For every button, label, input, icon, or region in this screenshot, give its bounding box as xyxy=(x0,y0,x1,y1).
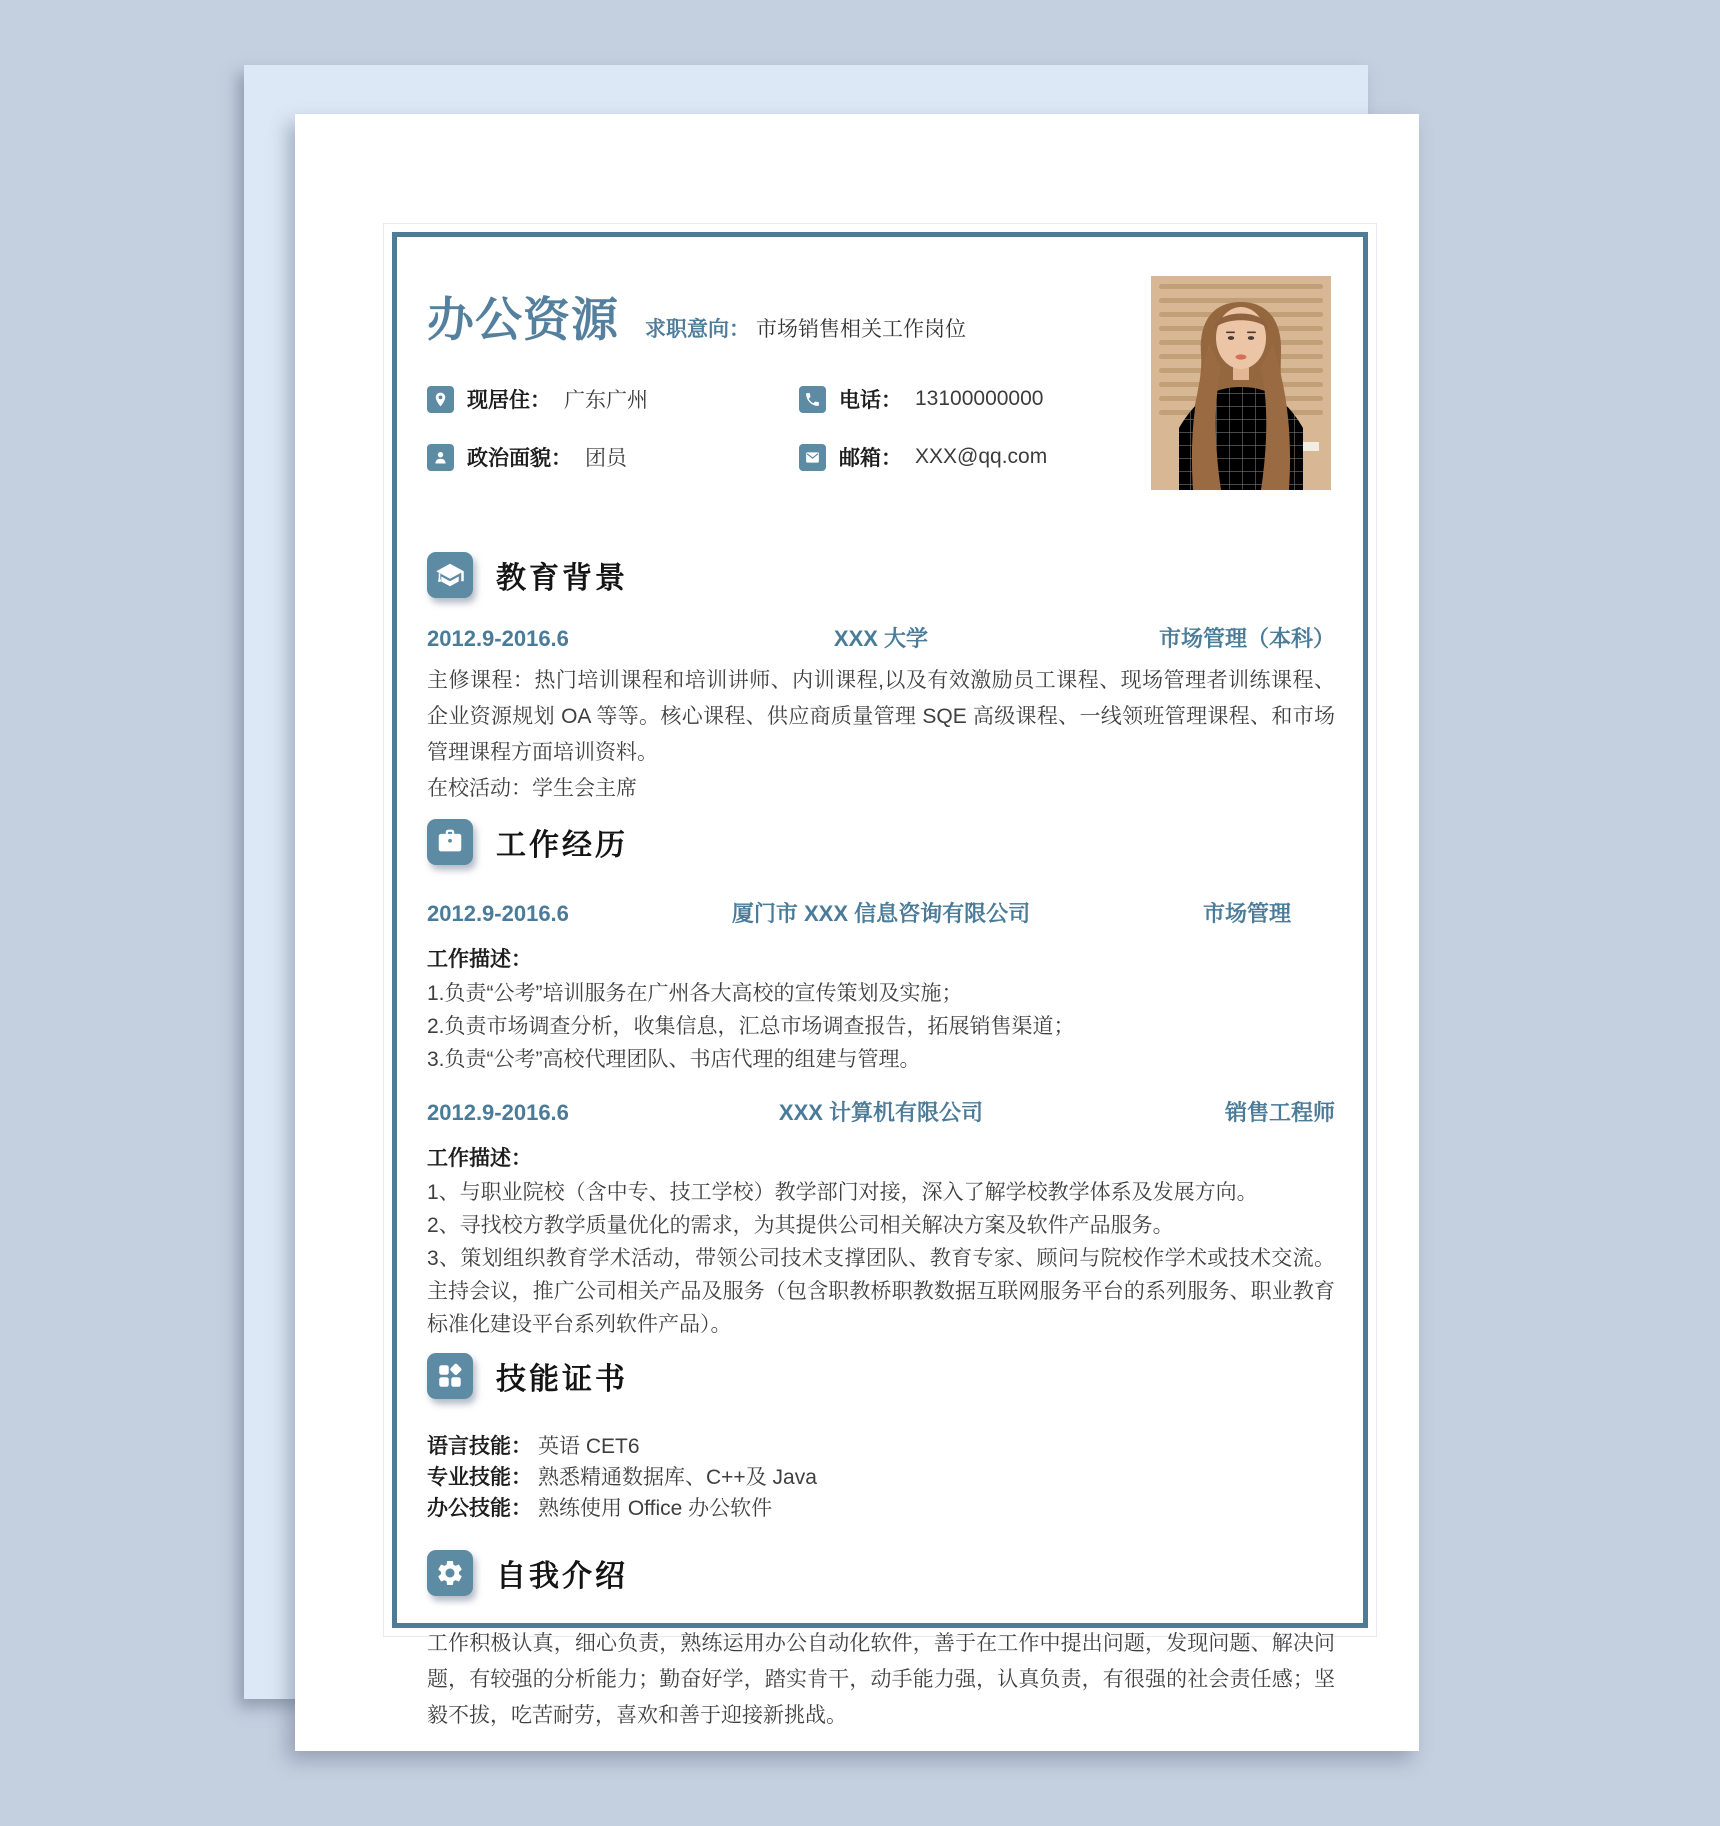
candidate-name: 办公资源 xyxy=(427,293,619,346)
work-desc-label: 工作描述： xyxy=(427,948,532,971)
section-title: 自我介绍 xyxy=(496,1560,628,1593)
work-desc-list xyxy=(427,1176,1335,1341)
work-desc-label: 工作描述： xyxy=(427,1147,532,1170)
education-major: 市场管理（本科） xyxy=(1158,626,1335,651)
education-activity: 在校活动：学生会主席 xyxy=(427,777,637,800)
skill-value: 英语 CET6 xyxy=(538,1435,640,1458)
work-desc-item: 3.负责“公考”高校代理团队、书店代理的组建与管理。 xyxy=(427,1048,921,1071)
location-pin-icon xyxy=(427,386,454,413)
gear-icon xyxy=(427,1550,473,1596)
job-objective xyxy=(645,313,966,343)
section-title: 技能证书 xyxy=(496,1363,628,1396)
skills-header xyxy=(427,1353,1335,1399)
contact-political-status xyxy=(427,442,799,472)
skill-value: 熟练使用 Office 办公软件 xyxy=(538,1497,773,1520)
graduation-cap-icon xyxy=(427,552,473,598)
education-entry xyxy=(427,622,1335,653)
contact-value: 广东广州 xyxy=(564,389,648,412)
work-entry xyxy=(427,897,1335,1076)
skill-label: 专业技能： xyxy=(427,1466,532,1489)
section-work xyxy=(427,819,1335,1341)
section-title: 工作经历 xyxy=(496,829,628,862)
briefcase-icon xyxy=(427,819,473,865)
skill-label: 语言技能： xyxy=(427,1435,532,1458)
education-courses: 主修课程：热门培训课程和培训讲师、内训课程,以及有效激励员工课程、现场管理者训练课程、企业资源规划 OA 等等。核心课程、供应商质量管理 SQE 高级课程、一线领班管理课程、和市场管理课程方面培训资料。 xyxy=(427,669,1335,764)
work-role: 销售工程师 xyxy=(1224,1100,1335,1125)
work-company: XXX 计算机有限公司 xyxy=(778,1100,984,1125)
work-company: 厦门市 XXX 信息咨询有限公司 xyxy=(731,901,1031,926)
contact-label: 电话： xyxy=(839,389,902,412)
section-intro xyxy=(427,1550,1335,1734)
intro-header xyxy=(427,1550,1335,1596)
work-desc-item: 2、寻找校方教学质量优化的需求，为其提供公司相关解决方案及软件产品服务。 xyxy=(427,1214,1174,1237)
contact-residence xyxy=(427,384,799,414)
objective-value: 市场销售相关工作岗位 xyxy=(756,318,966,341)
skill-row xyxy=(427,1431,1335,1462)
envelope-icon xyxy=(799,444,826,471)
work-desc-item: 1、与职业院校（含中专、技工学校）教学部门对接，深入了解学校教学体系及发展方向。 xyxy=(427,1181,1258,1204)
contact-info xyxy=(427,384,1087,472)
contact-label: 邮箱： xyxy=(839,447,902,470)
work-header xyxy=(427,819,1335,865)
skills-list xyxy=(427,1431,1335,1524)
skill-value: 熟悉精通数据库、C++及 Java xyxy=(538,1466,817,1489)
intro-text: 工作积极认真，细心负责，熟练运用办公自动化软件，善于在工作中提出问题，发现问题、解决问题，有较强的分析能力；勤奋好学，踏实肯干，动手能力强，认真负责，有很强的社会责任感；坚毅不拔，吃苦耐劳，喜欢和善于迎接新挑战。 xyxy=(427,1632,1335,1727)
contact-value: 团员 xyxy=(585,447,627,470)
phone-icon xyxy=(799,386,826,413)
section-skills xyxy=(427,1353,1335,1524)
objective-label: 求职意向： xyxy=(645,318,750,341)
education-school: XXX 大学 xyxy=(833,626,929,651)
skill-label: 办公技能： xyxy=(427,1497,532,1520)
resume-border-frame xyxy=(392,232,1368,1727)
contact-label: 政治面貌： xyxy=(467,447,572,470)
work-date: 2012.9-2016.6 xyxy=(427,1100,569,1125)
section-title: 教育背景 xyxy=(496,562,628,595)
skill-row xyxy=(427,1493,1335,1524)
work-entry-meta xyxy=(427,897,1335,928)
portrait-photo xyxy=(1151,276,1331,490)
education-header xyxy=(427,552,1335,598)
work-entry-meta xyxy=(427,1096,1335,1127)
work-role: 市场管理 xyxy=(1202,901,1291,926)
work-desc-item: 2.负责市场调查分析，收集信息，汇总市场调查报告，拓展销售渠道； xyxy=(427,1015,1075,1038)
contact-value: 13100000000 xyxy=(915,387,1044,410)
contact-phone xyxy=(799,384,1087,414)
contact-value: XXX@qq.com xyxy=(915,445,1048,468)
work-desc-item: 3、策划组织教育学术活动，带领公司技术支撑团队、教育专家、顾问与院校作学术或技术交流。主持会议，推广公司相关产品及服务（包含职教桥职教数据互联网服务平台的系列服务、职业教育标准化建设平台系列软件产品）。 xyxy=(427,1247,1335,1336)
section-education xyxy=(427,552,1335,807)
work-desc-item: 1.负责“公考”培训服务在广州各大高校的宣传策划及实施； xyxy=(427,982,963,1005)
contact-label: 现居住： xyxy=(467,389,551,412)
shapes-grid-icon xyxy=(427,1353,473,1399)
skill-row xyxy=(427,1462,1335,1493)
education-date: 2012.9-2016.6 xyxy=(427,626,569,651)
work-entry xyxy=(427,1096,1335,1341)
work-desc-list xyxy=(427,977,1335,1076)
resume-paper-sheet xyxy=(295,114,1419,1751)
person-icon xyxy=(427,444,454,471)
work-date: 2012.9-2016.6 xyxy=(427,901,569,926)
contact-email xyxy=(799,442,1087,472)
